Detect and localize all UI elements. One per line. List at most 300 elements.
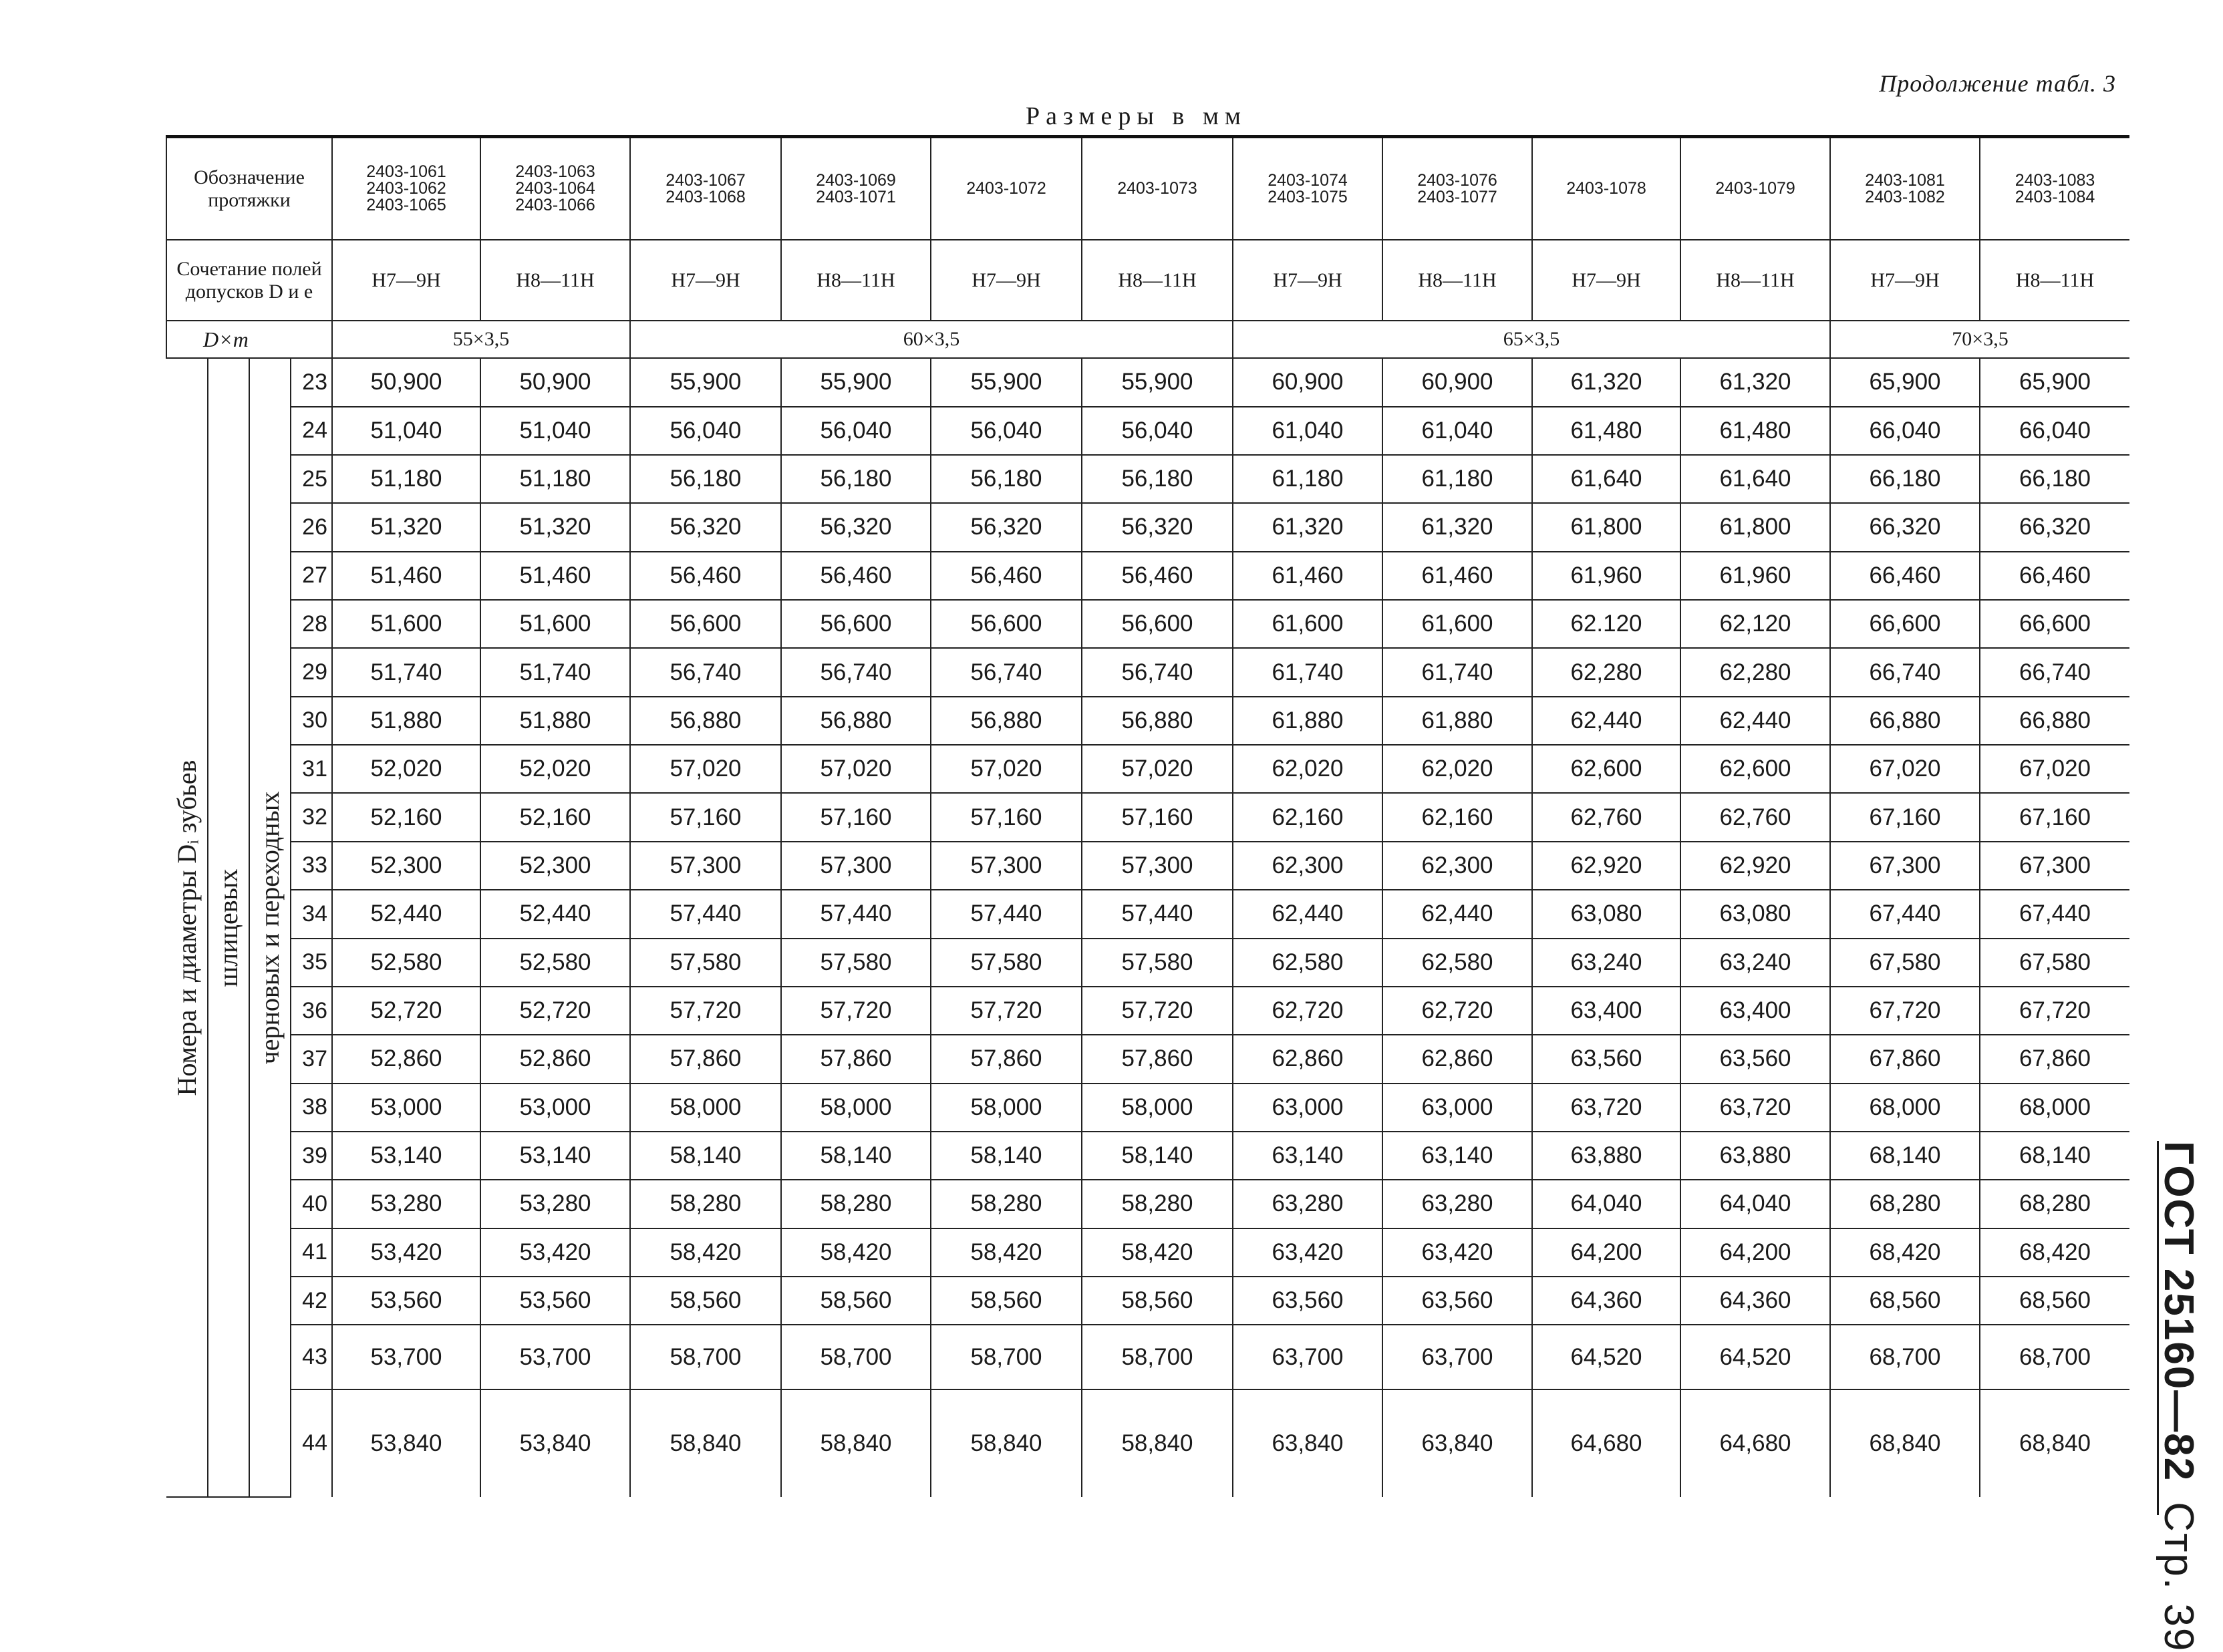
diameter-value: 61,960 <box>1680 552 1830 600</box>
diameter-value: 56,740 <box>1082 648 1233 696</box>
diameter-value: 56,460 <box>1082 552 1233 600</box>
diameter-value: 62,600 <box>1680 745 1830 793</box>
diameter-value: 57,440 <box>931 890 1082 938</box>
diameter-value: 57,580 <box>630 939 781 987</box>
designation-cell <box>480 137 630 240</box>
designation-code: 2403-1079 <box>1715 179 1795 198</box>
diameter-value: 56,040 <box>1082 407 1233 455</box>
diameter-value: 58,140 <box>630 1132 781 1180</box>
page-number: Стр. 39 <box>2156 1502 2202 1652</box>
diameter-value: 62,440 <box>1680 697 1830 745</box>
diameter-value: 63,140 <box>1233 1132 1382 1180</box>
diameter-value: 56,180 <box>931 455 1082 503</box>
designation-cell <box>630 137 781 240</box>
diameter-value: 66,880 <box>1980 697 2129 745</box>
diameter-value: 51,320 <box>480 503 630 551</box>
diameter-value: 61,880 <box>1382 697 1532 745</box>
tolerance-cell: H7—9H <box>931 240 1082 321</box>
designation-code: 2403-1066 <box>515 196 595 215</box>
diameter-value: 63,000 <box>1233 1084 1382 1132</box>
diameter-value: 67,720 <box>1980 987 2129 1035</box>
tooth-number: 31 <box>291 745 332 793</box>
tolerance-cell: H8—11H <box>781 240 931 321</box>
diameter-value: 57,860 <box>781 1035 931 1083</box>
diameter-value: 68,700 <box>1830 1325 1980 1389</box>
diameter-value: 61,800 <box>1680 503 1830 551</box>
diameter-value: 57,020 <box>630 745 781 793</box>
diameter-value: 56,040 <box>630 407 781 455</box>
continuation-caption: Продолжение табл. 3 <box>1879 70 2116 97</box>
designation-code: 2403-1074 <box>1268 170 1348 190</box>
diameter-value: 61,600 <box>1382 600 1532 648</box>
diameter-value: 64,200 <box>1680 1228 1830 1277</box>
roughing-label: черновых и переходных <box>255 791 285 1064</box>
diameter-value: 57,720 <box>931 987 1082 1035</box>
diameter-value: 61,180 <box>1233 455 1382 503</box>
designation-cell <box>931 137 1082 240</box>
diameter-value: 64,520 <box>1532 1325 1680 1389</box>
diameter-value: 57,020 <box>931 745 1082 793</box>
diameter-value: 53,280 <box>480 1180 630 1228</box>
diameter-value: 64,680 <box>1680 1389 1830 1497</box>
tolerance-cell: H7—9H <box>332 240 480 321</box>
diameter-value: 58,420 <box>1082 1228 1233 1277</box>
diameter-value: 63,560 <box>1233 1277 1382 1325</box>
diameter-value: 53,140 <box>480 1132 630 1180</box>
diameter-value: 57,160 <box>630 793 781 841</box>
diameter-value: 58,000 <box>931 1084 1082 1132</box>
diameter-value: 56,320 <box>630 503 781 551</box>
diameter-value: 63,280 <box>1382 1180 1532 1228</box>
diameter-value: 67,020 <box>1830 745 1980 793</box>
diameter-value: 57,720 <box>630 987 781 1035</box>
diameter-value: 51,180 <box>332 455 480 503</box>
diameter-value: 62,020 <box>1382 745 1532 793</box>
diameter-value: 57,020 <box>1082 745 1233 793</box>
diameter-value: 57,440 <box>1082 890 1233 938</box>
designation-code: 2403-1061 <box>366 162 446 182</box>
designation-code: 2403-1065 <box>366 196 446 215</box>
designation-code: 2403-1075 <box>1268 187 1348 206</box>
diameter-value: 58,840 <box>1082 1389 1233 1497</box>
diameter-value: 61,640 <box>1680 455 1830 503</box>
standard-stamp <box>2152 1141 2205 1652</box>
diameter-value: 52,720 <box>480 987 630 1035</box>
diameter-value: 58,420 <box>630 1228 781 1277</box>
diameter-value: 51,600 <box>332 600 480 648</box>
diameter-value: 66,460 <box>1830 552 1980 600</box>
diameter-value: 61,040 <box>1233 407 1382 455</box>
designation-code: 2403-1078 <box>1566 179 1646 198</box>
tooth-number: 42 <box>291 1277 332 1325</box>
dm-group-cell: 70×3,5 <box>1830 321 2129 358</box>
diameter-value: 53,840 <box>332 1389 480 1497</box>
diameter-value: 67,300 <box>1830 842 1980 890</box>
designation-cell <box>1233 137 1382 240</box>
diameter-value: 62,720 <box>1233 987 1382 1035</box>
diameter-value: 60,900 <box>1382 358 1532 406</box>
diameter-value: 68,840 <box>1830 1389 1980 1497</box>
diameter-value: 68,700 <box>1980 1325 2129 1389</box>
diameter-value: 58,700 <box>630 1325 781 1389</box>
diameter-value: 61,460 <box>1233 552 1382 600</box>
diameter-value: 64,040 <box>1532 1180 1680 1228</box>
diameter-value: 56,040 <box>781 407 931 455</box>
diameter-value: 50,900 <box>332 358 480 406</box>
units-caption: Размеры в мм <box>1026 102 1247 130</box>
diameter-value: 53,840 <box>480 1389 630 1497</box>
diameter-value: 63,560 <box>1532 1035 1680 1083</box>
diameter-value: 62.120 <box>1532 600 1680 648</box>
diameter-value: 67,440 <box>1980 890 2129 938</box>
diameter-value: 64,520 <box>1680 1325 1830 1389</box>
diameter-value: 67,160 <box>1980 793 2129 841</box>
diameter-value: 62,440 <box>1233 890 1382 938</box>
diameter-value: 56,180 <box>630 455 781 503</box>
diameter-value: 67,300 <box>1980 842 2129 890</box>
diameter-value: 64,360 <box>1532 1277 1680 1325</box>
diameter-value: 52,580 <box>332 939 480 987</box>
diameter-value: 62,920 <box>1532 842 1680 890</box>
diameter-value: 68,560 <box>1980 1277 2129 1325</box>
diameter-value: 52,020 <box>480 745 630 793</box>
diameter-value: 51,740 <box>480 648 630 696</box>
diameter-value: 63,400 <box>1680 987 1830 1035</box>
diameter-value: 67,720 <box>1830 987 1980 1035</box>
diameter-value: 58,140 <box>931 1132 1082 1180</box>
diameter-value: 66,040 <box>1980 407 2129 455</box>
diameter-value: 62,300 <box>1382 842 1532 890</box>
diameter-value: 63,080 <box>1532 890 1680 938</box>
designation-code: 2403-1072 <box>966 179 1046 198</box>
diameter-value: 61,460 <box>1382 552 1532 600</box>
diameter-value: 58,840 <box>781 1389 931 1497</box>
diameter-value: 51,320 <box>332 503 480 551</box>
diameter-value: 56,180 <box>781 455 931 503</box>
diameter-value: 63,560 <box>1382 1277 1532 1325</box>
designation-code: 2403-1063 <box>515 162 595 182</box>
tooth-number: 29 <box>291 648 332 696</box>
diameter-value: 56,740 <box>931 648 1082 696</box>
designation-code: 2403-1062 <box>366 179 446 198</box>
diameter-value: 52,580 <box>480 939 630 987</box>
diameter-value: 53,560 <box>480 1277 630 1325</box>
designation-cell <box>1980 137 2129 240</box>
diameter-value: 58,560 <box>931 1277 1082 1325</box>
diameter-value: 56,600 <box>630 600 781 648</box>
diameter-value: 57,580 <box>1082 939 1233 987</box>
diameter-value: 56,880 <box>931 697 1082 745</box>
diameter-value: 63,840 <box>1382 1389 1532 1497</box>
diameter-value: 63,720 <box>1680 1084 1830 1132</box>
diameter-value: 61,800 <box>1532 503 1680 551</box>
diameter-value: 62,440 <box>1532 697 1680 745</box>
diameter-value: 63,420 <box>1233 1228 1382 1277</box>
designation-header: Обозначение протяжки <box>166 137 332 240</box>
diameter-value: 63,720 <box>1532 1084 1680 1132</box>
diameter-value: 61,040 <box>1382 407 1532 455</box>
diameter-value: 62,580 <box>1233 939 1382 987</box>
diameter-value: 67,580 <box>1980 939 2129 987</box>
designation-code: 2403-1082 <box>1865 187 1945 206</box>
teeth-numbers-label: Номера и диаметры Dᵢ зубьев <box>171 760 202 1096</box>
diameter-value: 51,740 <box>332 648 480 696</box>
tooth-number: 26 <box>291 503 332 551</box>
tooth-number: 23 <box>291 358 332 406</box>
diameter-value: 66,180 <box>1980 455 2129 503</box>
diameter-value: 57,720 <box>1082 987 1233 1035</box>
diameter-value: 53,000 <box>480 1084 630 1132</box>
tooth-number: 39 <box>291 1132 332 1180</box>
tooth-number: 27 <box>291 552 332 600</box>
designation-cell <box>1532 137 1680 240</box>
vertical-label-middle <box>208 358 249 1497</box>
diameter-value: 63,280 <box>1233 1180 1382 1228</box>
diameter-value: 58,700 <box>931 1325 1082 1389</box>
diameter-value: 61,740 <box>1382 648 1532 696</box>
diameter-value: 51,600 <box>480 600 630 648</box>
diameter-value: 56,880 <box>630 697 781 745</box>
diameter-value: 66,740 <box>1980 648 2129 696</box>
diameter-value: 51,880 <box>332 697 480 745</box>
diameter-value: 64,360 <box>1680 1277 1830 1325</box>
diameter-value: 65,900 <box>1830 358 1980 406</box>
diameter-value: 51,040 <box>332 407 480 455</box>
diameter-value: 62,720 <box>1382 987 1532 1035</box>
diameter-value: 62,600 <box>1532 745 1680 793</box>
diameter-value: 68,000 <box>1980 1084 2129 1132</box>
diameter-value: 62,280 <box>1532 648 1680 696</box>
diameter-value: 55,900 <box>931 358 1082 406</box>
diameter-value: 51,180 <box>480 455 630 503</box>
designation-code: 2403-1076 <box>1417 170 1497 190</box>
designation-cell <box>1082 137 1233 240</box>
tolerance-cell: H8—11H <box>1980 240 2129 321</box>
diameter-value: 66,320 <box>1980 503 2129 551</box>
diameter-value: 56,460 <box>781 552 931 600</box>
diameter-value: 62,120 <box>1680 600 1830 648</box>
diameter-value: 58,420 <box>781 1228 931 1277</box>
diameter-value: 60,900 <box>1233 358 1382 406</box>
tooth-number: 43 <box>291 1325 332 1389</box>
diameter-value: 63,000 <box>1382 1084 1532 1132</box>
diameter-value: 51,460 <box>480 552 630 600</box>
diameter-value: 62,860 <box>1382 1035 1532 1083</box>
designation-code: 2403-1073 <box>1117 179 1197 198</box>
diameter-value: 52,020 <box>332 745 480 793</box>
diameter-value: 52,160 <box>480 793 630 841</box>
diameter-value: 63,140 <box>1382 1132 1532 1180</box>
diameter-value: 57,160 <box>1082 793 1233 841</box>
diameter-value: 65,900 <box>1980 358 2129 406</box>
designation-code: 2403-1067 <box>665 170 746 190</box>
diameter-value: 56,740 <box>630 648 781 696</box>
diameter-value: 66,180 <box>1830 455 1980 503</box>
diameter-value: 61,960 <box>1532 552 1680 600</box>
tooth-number: 34 <box>291 890 332 938</box>
diameter-value: 67,440 <box>1830 890 1980 938</box>
tooth-number: 30 <box>291 697 332 745</box>
diameter-value: 63,240 <box>1532 939 1680 987</box>
diameter-value: 63,700 <box>1233 1325 1382 1389</box>
diameter-value: 52,860 <box>332 1035 480 1083</box>
diameter-value: 56,600 <box>1082 600 1233 648</box>
diameter-value: 55,900 <box>630 358 781 406</box>
diameter-value: 62,020 <box>1233 745 1382 793</box>
tolerance-cell: H7—9H <box>1532 240 1680 321</box>
designation-cell <box>781 137 931 240</box>
diameter-value: 53,560 <box>332 1277 480 1325</box>
diameter-value: 58,840 <box>931 1389 1082 1497</box>
diameter-value: 62,440 <box>1382 890 1532 938</box>
designation-cell <box>1382 137 1532 240</box>
designation-cell <box>1680 137 1830 240</box>
dm-group-cell: 65×3,5 <box>1233 321 1830 358</box>
tooth-number: 35 <box>291 939 332 987</box>
diameter-value: 67,860 <box>1980 1035 2129 1083</box>
diameter-value: 57,580 <box>781 939 931 987</box>
diameter-value: 52,720 <box>332 987 480 1035</box>
diameter-value: 56,880 <box>781 697 931 745</box>
tooth-number: 33 <box>291 842 332 890</box>
diameter-value: 62,160 <box>1382 793 1532 841</box>
broach-dimensions-table <box>166 135 2129 1498</box>
tooth-number: 36 <box>291 987 332 1035</box>
diameter-value: 68,420 <box>1980 1228 2129 1277</box>
diameter-value: 61,320 <box>1532 358 1680 406</box>
diameter-value: 67,580 <box>1830 939 1980 987</box>
tolerance-header: Сочетание полей допусков D и е <box>166 240 332 321</box>
standard-number: ГОСТ 25160—82 <box>2156 1141 2202 1482</box>
diameter-value: 67,860 <box>1830 1035 1980 1083</box>
diameter-value: 66,740 <box>1830 648 1980 696</box>
designation-code: 2403-1083 <box>2015 170 2095 190</box>
diameter-value: 61,480 <box>1532 407 1680 455</box>
diameter-value: 51,880 <box>480 697 630 745</box>
diameter-value: 66,320 <box>1830 503 1980 551</box>
diameter-value: 68,560 <box>1830 1277 1980 1325</box>
diameter-value: 53,420 <box>332 1228 480 1277</box>
diameter-value: 67,020 <box>1980 745 2129 793</box>
diameter-value: 57,300 <box>1082 842 1233 890</box>
diameter-value: 58,140 <box>781 1132 931 1180</box>
diameter-value: 62,280 <box>1680 648 1830 696</box>
diameter-value: 68,140 <box>1980 1132 2129 1180</box>
diameter-value: 61,320 <box>1233 503 1382 551</box>
diameter-value: 51,460 <box>332 552 480 600</box>
diameter-value: 58,280 <box>781 1180 931 1228</box>
tolerance-cell: H7—9H <box>1233 240 1382 321</box>
diameter-value: 61,640 <box>1532 455 1680 503</box>
diameter-value: 58,700 <box>781 1325 931 1389</box>
designation-code: 2403-1077 <box>1417 187 1497 206</box>
diameter-value: 58,000 <box>1082 1084 1233 1132</box>
diameter-value: 56,460 <box>931 552 1082 600</box>
diameter-value: 61,180 <box>1382 455 1532 503</box>
diameter-value: 63,840 <box>1233 1389 1382 1497</box>
diameter-value: 56,740 <box>781 648 931 696</box>
diameter-value: 56,320 <box>931 503 1082 551</box>
diameter-value: 57,160 <box>931 793 1082 841</box>
designation-code: 2403-1069 <box>816 170 896 190</box>
diameter-value: 68,840 <box>1980 1389 2129 1497</box>
diameter-value: 62,300 <box>1233 842 1382 890</box>
diameter-value: 53,700 <box>480 1325 630 1389</box>
diameter-value: 52,300 <box>480 842 630 890</box>
tooth-number: 37 <box>291 1035 332 1083</box>
diameter-value: 53,000 <box>332 1084 480 1132</box>
tolerance-cell: H7—9H <box>630 240 781 321</box>
tolerance-cell: H7—9H <box>1830 240 1980 321</box>
diameter-value: 61,320 <box>1680 358 1830 406</box>
diameter-value: 61,320 <box>1382 503 1532 551</box>
diameter-value: 57,440 <box>630 890 781 938</box>
diameter-value: 52,440 <box>332 890 480 938</box>
diameter-value: 55,900 <box>781 358 931 406</box>
diameter-value: 66,040 <box>1830 407 1980 455</box>
diameter-value: 61,600 <box>1233 600 1382 648</box>
diameter-value: 57,160 <box>781 793 931 841</box>
spline-label: шлицевых <box>213 868 243 987</box>
diameter-value: 52,440 <box>480 890 630 938</box>
diameter-value: 53,140 <box>332 1132 480 1180</box>
tooth-number: 44 <box>291 1389 332 1497</box>
diameter-value: 66,460 <box>1980 552 2129 600</box>
diameter-value: 58,280 <box>1082 1180 1233 1228</box>
diameter-value: 56,600 <box>931 600 1082 648</box>
tooth-number: 25 <box>291 455 332 503</box>
designation-code: 2403-1068 <box>665 187 746 206</box>
diameter-value: 53,700 <box>332 1325 480 1389</box>
tooth-number: 40 <box>291 1180 332 1228</box>
diameter-value: 56,320 <box>1082 503 1233 551</box>
designation-code: 2403-1064 <box>515 179 595 198</box>
diameter-value: 50,900 <box>480 358 630 406</box>
diameter-value: 67,160 <box>1830 793 1980 841</box>
diameter-value: 63,420 <box>1382 1228 1532 1277</box>
tolerance-cell: H8—11H <box>1680 240 1830 321</box>
diameter-value: 62,760 <box>1532 793 1680 841</box>
diameter-value: 62,920 <box>1680 842 1830 890</box>
diameter-value: 68,420 <box>1830 1228 1980 1277</box>
diameter-value: 63,400 <box>1532 987 1680 1035</box>
diameter-value: 64,200 <box>1532 1228 1680 1277</box>
diameter-value: 62,580 <box>1382 939 1532 987</box>
dm-group-cell: 55×3,5 <box>332 321 630 358</box>
diameter-value: 64,680 <box>1532 1389 1680 1497</box>
diameter-value: 58,000 <box>630 1084 781 1132</box>
diameter-value: 57,440 <box>781 890 931 938</box>
diameter-value: 58,280 <box>630 1180 781 1228</box>
diameter-value: 57,020 <box>781 745 931 793</box>
diameter-value: 52,300 <box>332 842 480 890</box>
designation-code: 2403-1071 <box>816 187 896 206</box>
diameter-value: 68,280 <box>1980 1180 2129 1228</box>
diameter-value: 58,280 <box>931 1180 1082 1228</box>
diameter-value: 66,600 <box>1980 600 2129 648</box>
designation-cell <box>1830 137 1980 240</box>
vertical-label-outer <box>166 358 208 1497</box>
diameter-value: 58,560 <box>1082 1277 1233 1325</box>
diameter-value: 58,560 <box>630 1277 781 1325</box>
designation-cell <box>332 137 480 240</box>
diameter-value: 68,280 <box>1830 1180 1980 1228</box>
diameter-value: 62,860 <box>1233 1035 1382 1083</box>
diameter-value: 57,300 <box>630 842 781 890</box>
diameter-value: 62,160 <box>1233 793 1382 841</box>
diameter-value: 63,560 <box>1680 1035 1830 1083</box>
designation-code: 2403-1081 <box>1865 170 1945 190</box>
